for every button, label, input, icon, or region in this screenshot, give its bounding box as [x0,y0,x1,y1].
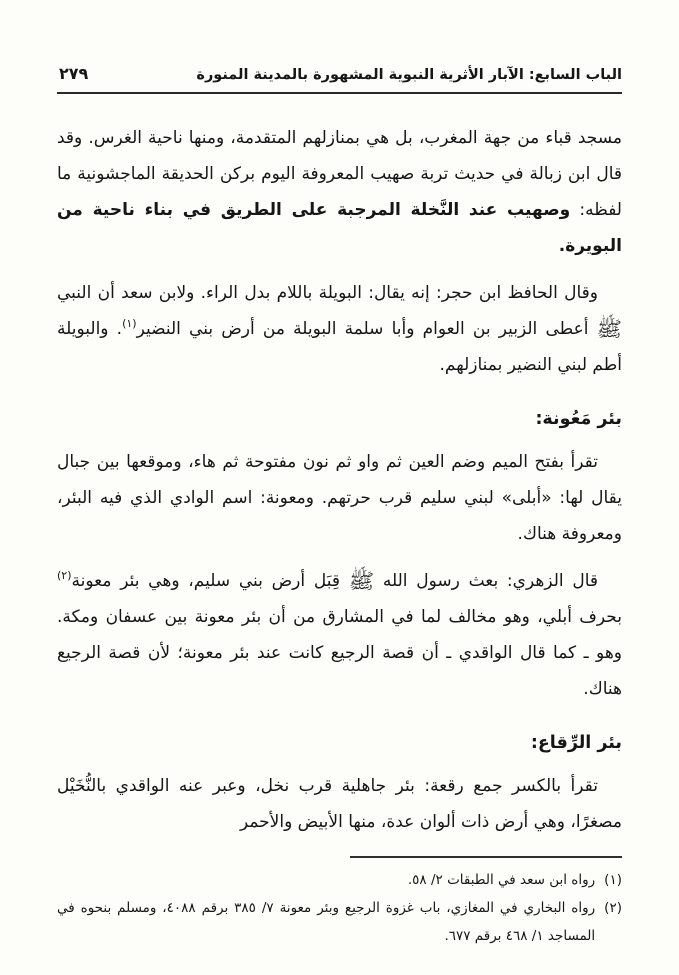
section-heading-bir-riqa: بئر الرِّقاع: [530,733,622,753]
footnote-marker: (٢) [604,900,622,916]
footnote-separator-rule [350,856,622,858]
body-text [57,120,622,840]
page-number: ٢٧٩ [59,64,89,83]
paragraph-4-text-3: بحرف أبلي، وهو مخالف لما في المشارق من أن بئر معونة بين عسفان ومكة. وهو ـ كما قال الواقدي ـ أن قصة الرجيع كانت عند بئر معونة؛ لأن قصة الرجيع هناك. [57,607,622,699]
prophet-honorific-symbol: ﷺ [348,569,375,593]
paragraph-4-text-2: قِبَل أرض بني سليم، وهي بئر معونة [71,571,349,591]
prophet-honorific-symbol: ﷺ [596,317,622,341]
section-heading-bir-maunah: بئر مَعُونة: [535,409,622,429]
footnote-text: رواه ابن سعد في الطبقات ٢/ ٥٨. [407,872,596,888]
body-paragraph-4 [57,563,622,707]
running-head [57,64,622,94]
body-paragraph-5: تقرأ بالكسر جمع رقعة: بئر جاهلية قرب نخل، وعبر عنه الواقدي بالنُّخَيْل مصغرًا، وهي أرض ذات ألوان عدة، منها الأبيض والأحمر [57,776,622,832]
paragraph-2-text-1: وقال الحافظ ابن حجر: إنه يقال: البويلة باللام بدل الراء. ولابن سعد أن النبي [57,283,598,303]
paragraph-2-text-2: أعطى الزبير بن العوام وأبا سلمة البويلة من أرض بني النضير [136,319,597,339]
body-paragraph-3: تقرأ بفتح الميم وضم العين ثم واو ثم نون مفتوحة ثم هاء، وموقعها بين جبال يقال لها: «أبلى» لبني سليم قرب حرتهم. ومعونة: اسم الوادي الذي فيه البئر، ومعروفة هناك. [57,452,622,544]
chapter-title: الباب السابع: الآبار الأثرية النبوية المشهورة بالمدينة المنورة [196,67,622,83]
paragraph-1-text: مسجد قباء من جهة المغرب، بل هي بمنازلهم المتقدمة، ومنها ناحية الغرس. وقد قال ابن زبالة في حديث تربة صهيب المعروفة اليوم بركن الحديقة الماجشونية ما لفظه: [57,128,622,220]
paragraph-1-quote: وصهيب عند النَّخلة المرجبة على الطريق في بناء ناحية من البويرة. [57,200,622,256]
footnote-marker: (١) [604,872,622,888]
footnote-item-2 [57,894,622,950]
footnote-reference-2: (٢) [57,569,72,582]
footnote-text: رواه البخاري في المغازي، باب غزوة الرجيع وبئر معونة ٧/ ٣٨٥ برقم ٤٠٨٨، ومسلم بنحوه في المساجد ١/ ٤٦٨ برقم ٦٧٧. [57,900,596,944]
body-paragraph-2 [57,275,622,383]
body-paragraph-1 [57,120,622,264]
paragraph-4-text-1: قال الزهري: بعث رسول الله [374,571,599,591]
footnote-item-1 [57,866,622,894]
paragraph-2-text-3: . والبويلة أطم لبني النضير بمنازلهم. [57,319,622,375]
footnotes-section [57,856,622,950]
footnote-reference-1: (١) [122,317,137,330]
